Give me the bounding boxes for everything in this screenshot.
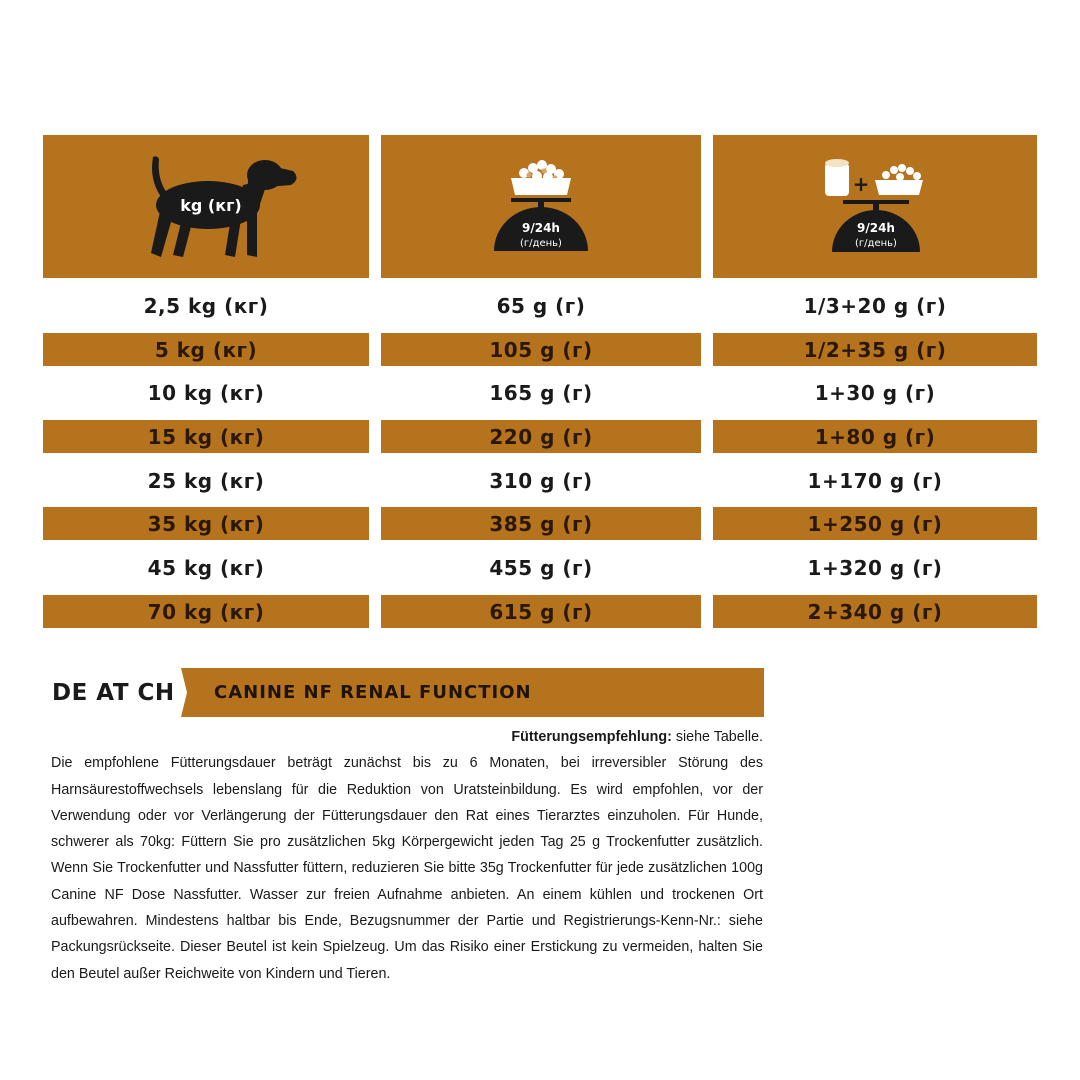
table-row-dry: 220 g (г) — [381, 420, 701, 453]
table-row-mixed: 1+320 g (г) — [807, 555, 943, 580]
scale-icon — [832, 200, 920, 252]
feeding-recommendation-label: Fütterungsempfehlung: — [511, 729, 672, 745]
can-icon — [825, 159, 849, 196]
table-row-mixed: 1+30 g (г) — [814, 380, 936, 405]
dry-food-bowl-icon — [875, 164, 923, 195]
table-row-dry: 165 g (г) — [489, 380, 593, 405]
table-row-dry: 310 g (г) — [489, 468, 593, 493]
table-row-weight: 70 kg (кг) — [43, 595, 369, 628]
table-row-mixed: 1+170 g (г) — [807, 468, 943, 493]
header-mixed-cell — [713, 135, 1037, 278]
table-row-weight: 45 kg (кг) — [147, 555, 265, 580]
feeding-recommendation-text: siehe Tabelle. — [671, 729, 763, 745]
header-weight-cell — [43, 135, 369, 278]
table-row-dry: 385 g (г) — [381, 507, 701, 540]
table-row-dry: 615 g (г) — [381, 595, 701, 628]
table-row-weight: 35 kg (кг) — [43, 507, 369, 540]
dog-icon — [43, 135, 369, 278]
plus-sign: + — [852, 172, 870, 196]
table-row-weight: 10 kg (кг) — [147, 380, 265, 405]
table-row-mixed: 2+340 g (г) — [713, 595, 1037, 628]
feeding-instructions — [51, 724, 763, 987]
table-row-mixed: 1+250 g (г) — [713, 507, 1037, 540]
product-title: CANINE NF RENAL FUNCTION — [214, 682, 532, 703]
mixed-scale-sub: (г/день) — [855, 238, 897, 249]
table-row-dry: 455 g (г) — [489, 555, 593, 580]
header-dry-cell — [381, 135, 701, 278]
table-row-weight: 2,5 kg (кг) — [143, 293, 269, 318]
table-row-weight: 15 kg (кг) — [43, 420, 369, 453]
dry-scale-sub: (г/день) — [520, 238, 562, 249]
feeding-instructions-body: Die empfohlene Fütterungsdauer beträgt zunächst bis zu 6 Monaten, bei irreversibler Störung des Harnsäurestoffwechsels lebenslang für die Reduktion von Uratsteinbildung. Es wird empfohlen, vor der Verwendung oder vor Verlängerung der Fütterungsdauer den Rat eines Tierarztes einzuholen. Für Hunde, schwerer als 70kg: Füttern Sie pro zusätzlichen 5kg Körpergewicht jeden Tag 25 g Trockenfutter zusätzlich. Wenn Sie Trockenfutter und Nassfutter füttern, reduzieren Sie bitte 35g Trockenfutter für jede zusätzlichen 100g Canine NF Dose Nassfutter. Wasser zur freien Aufnahme anbieten. An einem kühlen und trockenen Ort aufbewahren. Mindestens haltbar bis Ende, Bezugsnummer der Partie und Registrierungs-Kenn-Nr.: siehe Packungsrückseite. Dieser Beutel ist kein Spielzeug. Um das Risiko einer Erstickung zu vermeiden, halten Sie den Beutel außer Reichweite von Kindern und Tieren. — [51, 755, 763, 982]
table-row-weight: 25 kg (кг) — [147, 468, 265, 493]
table-row-mixed: 1+80 g (г) — [713, 420, 1037, 453]
dry-food-bowl-icon — [511, 160, 571, 195]
mixed-scale-label: 9/24h — [857, 221, 895, 235]
table-row-dry: 105 g (г) — [381, 333, 701, 366]
weight-header-label: kg (кг) — [180, 196, 242, 215]
feeding-recommendation-line — [51, 724, 763, 750]
table-row-weight: 5 kg (кг) — [43, 333, 369, 366]
region-label: DE AT CH — [52, 680, 175, 706]
table-row-dry: 65 g (г) — [496, 293, 586, 318]
scale-icon — [494, 198, 588, 251]
dry-scale-label: 9/24h — [522, 221, 560, 235]
table-row-mixed: 1/2+35 g (г) — [713, 333, 1037, 366]
table-row-mixed: 1/3+20 g (г) — [803, 293, 947, 318]
